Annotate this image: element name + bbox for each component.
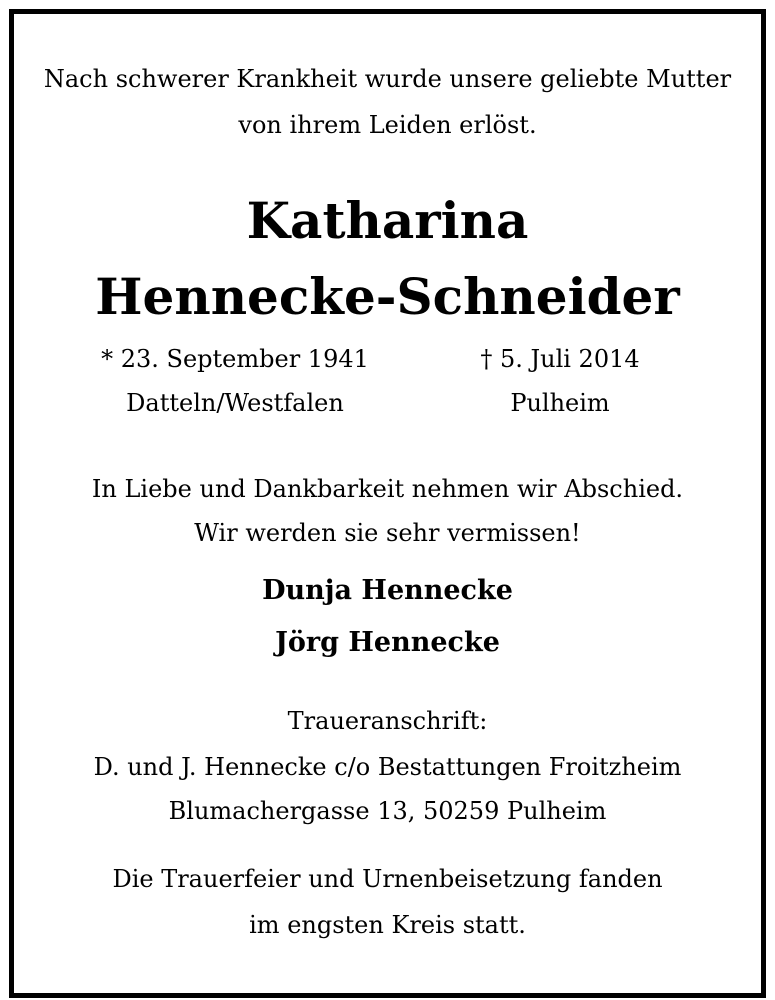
deceased-first-name: Katharina bbox=[246, 191, 529, 250]
intro-text-line-2: von ihrem Leiden erlöst. bbox=[238, 111, 537, 139]
mourner-name: Dunja Hennecke bbox=[262, 575, 513, 606]
death-date: † 5. Juli 2014 bbox=[480, 345, 640, 373]
farewell-text-line-1: In Liebe und Dankbarkeit nehmen wir Abschied. bbox=[91, 475, 684, 503]
birth-date: * 23. September 1941 bbox=[101, 345, 369, 373]
mourner-name: Jörg Hennecke bbox=[275, 627, 500, 658]
deceased-last-name: Hennecke-Schneider bbox=[95, 267, 680, 326]
mourning-address-label: Traueranschrift: bbox=[287, 707, 488, 735]
death-place: Pulheim bbox=[510, 389, 610, 417]
closing-text-line-2: im engsten Kreis statt. bbox=[249, 911, 526, 939]
birth-place: Datteln/Westfalen bbox=[126, 389, 344, 417]
farewell-text-line-2: Wir werden sie sehr vermissen! bbox=[194, 519, 581, 547]
mourning-address-line-1: D. und J. Hennecke c/o Bestattungen Froitzheim bbox=[93, 753, 682, 781]
intro-text-line-1: Nach schwerer Krankheit wurde unsere geliebte Mutter bbox=[43, 65, 732, 93]
closing-text-line-1: Die Trauerfeier und Urnenbeisetzung fanden bbox=[112, 865, 663, 893]
mourning-address-line-2: Blumachergasse 13, 50259 Pulheim bbox=[168, 797, 607, 825]
